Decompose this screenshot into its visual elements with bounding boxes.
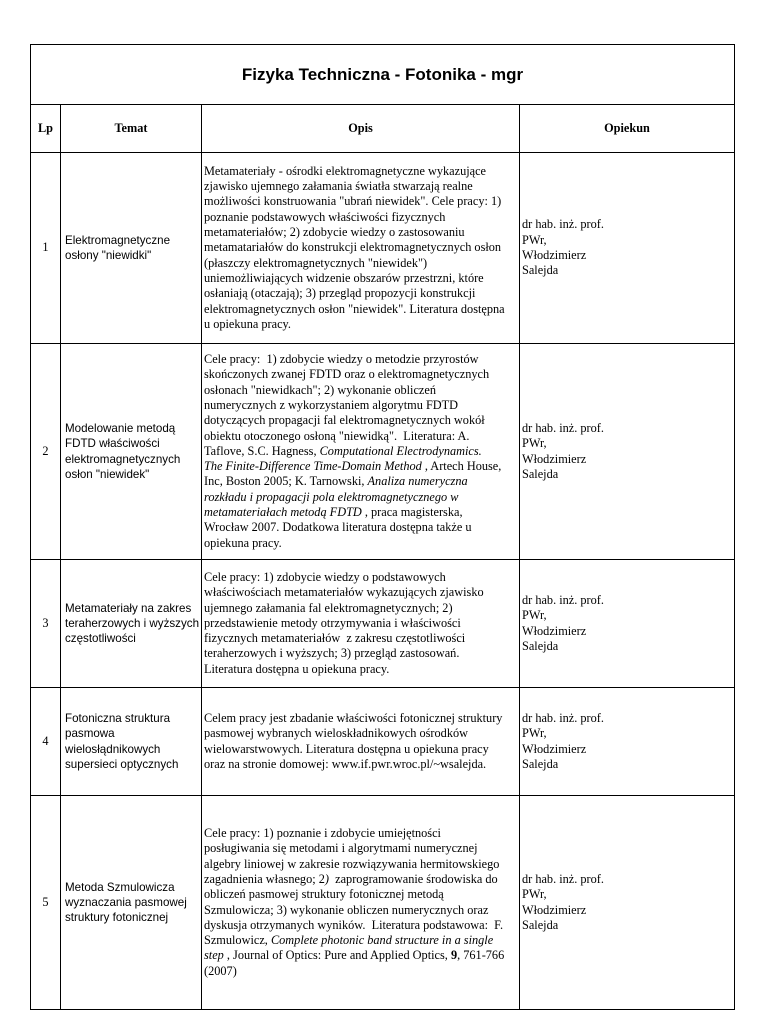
row-number: 3 bbox=[31, 560, 61, 688]
header-lp: Lp bbox=[31, 105, 61, 153]
header-supervisor: Opiekun bbox=[520, 105, 735, 153]
row-supervisor: dr hab. inż. prof. PWr, Włodzimierz Salejda bbox=[520, 688, 735, 796]
row-number: 5 bbox=[31, 796, 61, 1010]
table-row bbox=[31, 153, 735, 344]
row-description: Cele pracy: 1) zdobycie wiedzy o podstawowych właściwościach metamateriałów wykazujących zjawisko ujemnego załamania fal elektromagnetycznych; 2) przedstawienie metody otrzymywania i właściwości fizycznych metamateriałów z zakresu częstotliwości teraherzowych i wyższych; 3) przegląd zastosowań. Literatura dostępna u opiekuna pracy. bbox=[202, 560, 520, 688]
table-row bbox=[31, 344, 735, 560]
table-row bbox=[31, 688, 735, 796]
row-number: 1 bbox=[31, 153, 61, 344]
row-topic: Modelowanie metodą FDTD właściwości elektromagnetycznych osłon "niewidek" bbox=[61, 344, 202, 560]
row-description: Celem pracy jest zbadanie właściwości fotonicznej struktury pasmowej wybranych wieloskładnikowych ośrodków wielowarstwowych. Literatura dostępna u opiekuna pracy oraz na stronie domowej: www.if.pwr.wroc.pl/~wsalejda. bbox=[202, 688, 520, 796]
row-description: Cele pracy: 1) poznanie i zdobycie umiejętności posługiwania się metodami i algorytmami numerycznej algebry liniowej w zakresie rozwiązywania hermitowskiego zagadnienia własnego; 2) zaprogramowanie środowiska do obliczeń pasmowej struktury fotonicznej metodą Szmulowicza; 3) wykonanie obliczen numerycznych oraz dyskusja otrzymanych wyników. Literatura podstawowa: F. Szmulowicz, Complete photonic band structure in a single step , Journal of Optics: Pure and Applied Optics, 9, 761-766 (2007) bbox=[202, 796, 520, 1010]
thesis-topics-table bbox=[30, 44, 735, 1010]
header-topic: Temat bbox=[61, 105, 202, 153]
page-title: Fizyka Techniczna - Fotonika - mgr bbox=[31, 45, 735, 105]
row-topic: Fotoniczna struktura pasmowa wielosłądnikowych supersieci optycznych bbox=[61, 688, 202, 796]
row-supervisor: dr hab. inż. prof. PWr, Włodzimierz Salejda bbox=[520, 153, 735, 344]
row-description: Cele pracy: 1) zdobycie wiedzy o metodzie przyrostów skończonych zwanej FDTD oraz o elektromagnetycznych osłonach "niewidkach"; 2) wykonanie obliczeń numerycznych z wykorzystaniem algorytmu FDTD dotyczących propagacji fal elektromagnetycznych wokół obiektu otoczonego osłoną "niewidką". Literatura: A. Taflove, S.C. Hagness, Computational Electrodynamics. The Finite-Difference Time-Domain Method , Artech House, Inc, Boston 2005; K. Tarnowski, Analiza numeryczna rozkładu i propagacji pola elektromagnetycznego w metamateriałach metodą FDTD , praca magisterska, Wrocław 2007. Dodatkowa literatura dostępna także u opiekuna pracy. bbox=[202, 344, 520, 560]
row-topic: Metoda Szmulowicza wyznaczania pasmowej struktury fotonicznej bbox=[61, 796, 202, 1010]
row-description: Metamateriały - ośrodki elektromagnetyczne wykazujące zjawisko ujemnego załamania światła stwarzają realne możliwości konstruowania "ubrań niewidek". Cele pracy: 1) poznanie podstawowych właściwości fizycznych metamateriałów; 2) zdobycie wiedzy o zastosowaniu metamatariałów do konstrukcji elektromagnetycznych osłon (płaszczy elektromagnetycznych "niewidek") uniemożliwiających widzenie obszarów przestrzni, które osłaniają (otaczają); 3) przegląd propozycji konstrukcji elektromagnetycznych osłon "niewidek". Literatura dostępna u opiekuna pracy. bbox=[202, 153, 520, 344]
row-number: 2 bbox=[31, 344, 61, 560]
table-row bbox=[31, 796, 735, 1010]
row-supervisor: dr hab. inż. prof. PWr, Włodzimierz Salejda bbox=[520, 796, 735, 1010]
header-description: Opis bbox=[202, 105, 520, 153]
row-topic: Elektromagnetyczne osłony "niewidki" bbox=[61, 153, 202, 344]
row-topic: Metamateriały na zakres teraherzowych i wyższych częstotliwości bbox=[61, 560, 202, 688]
table-body bbox=[31, 153, 735, 1010]
row-number: 4 bbox=[31, 688, 61, 796]
row-supervisor: dr hab. inż. prof. PWr, Włodzimierz Salejda bbox=[520, 560, 735, 688]
row-supervisor: dr hab. inż. prof. PWr, Włodzimierz Salejda bbox=[520, 344, 735, 560]
table-row bbox=[31, 560, 735, 688]
